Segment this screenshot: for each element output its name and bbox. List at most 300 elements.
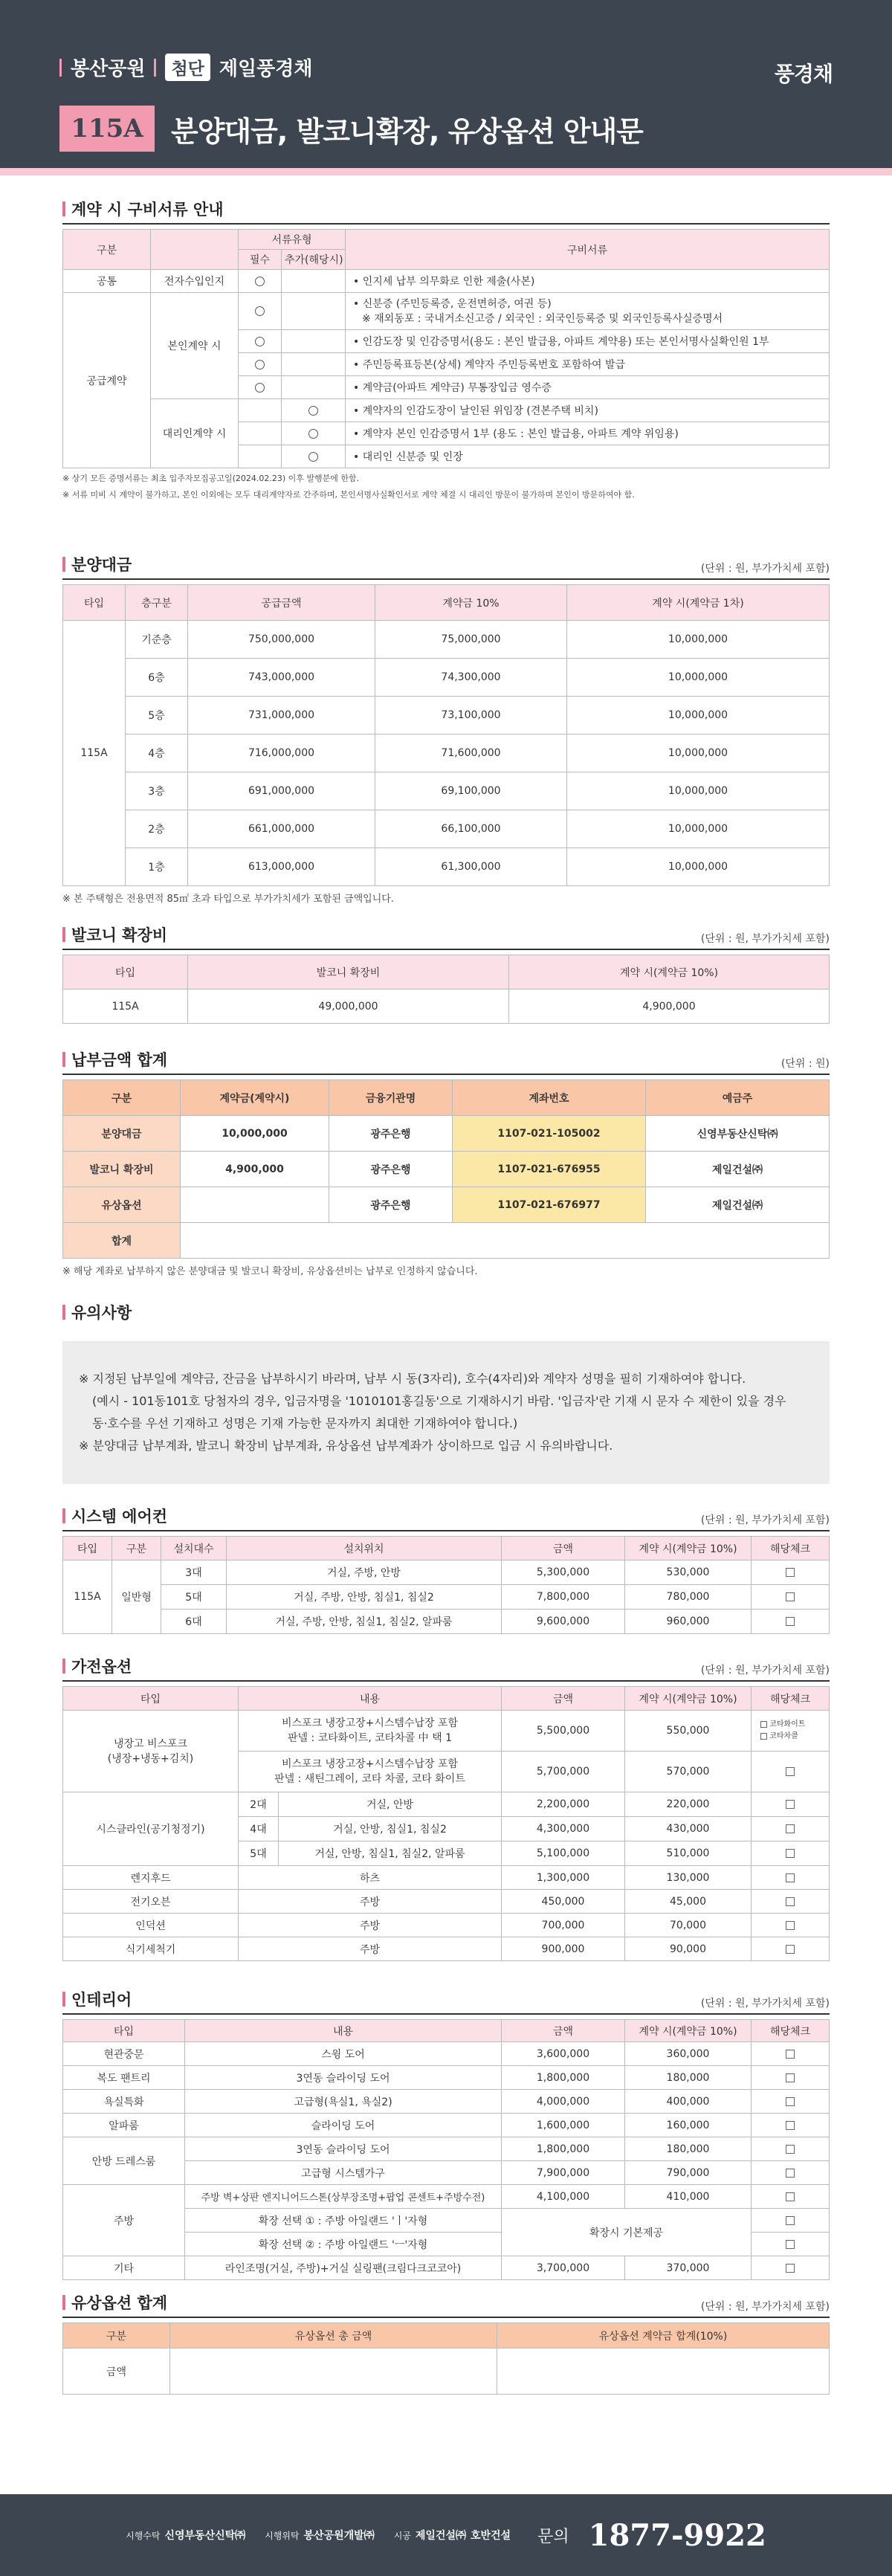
price-floor: 2층 <box>126 810 188 848</box>
payment-note: ※ 해당 계좌로 납부하지 않은 분양대금 및 발코니 확장비, 유상옵션비는 납부로 인정하지 않습니다. <box>62 1266 478 1277</box>
price-deposit: 73,100,000 <box>375 697 567 735</box>
price-first: 10,000,000 <box>567 848 830 886</box>
option-total-table <box>62 2322 830 2395</box>
price-supply: 613,000,000 <box>188 848 375 886</box>
air-count: 3대 <box>161 1560 227 1585</box>
page-title: 분양대금, 발코니확장, 유상옵션 안내문 <box>171 114 643 148</box>
price-h-floor: 층구분 <box>126 585 188 621</box>
int-content: 고급형(욕실1, 욕실2) <box>185 2090 502 2114</box>
int-content: 고급형 시스템가구 <box>185 2161 502 2185</box>
other-price: 700,000 <box>502 1914 625 1937</box>
appliance-title: 가전옵션 <box>62 1655 132 1680</box>
clean-label: 시스클라인(공기청정기) <box>63 1792 239 1866</box>
docs-text: • 인지세 납부 의무화로 인한 제출(사본) <box>346 270 830 293</box>
other-deposit: 70,000 <box>625 1914 752 1937</box>
caution-title: 유의사항 <box>62 1301 132 1326</box>
check-box[interactable] <box>760 1721 767 1728</box>
air-deposit: 530,000 <box>625 1560 752 1585</box>
check-box[interactable] <box>786 1592 795 1601</box>
interior-head <box>62 1992 830 2015</box>
air-count: 5대 <box>161 1585 227 1610</box>
required-mark <box>255 337 265 346</box>
price-supply: 661,000,000 <box>188 810 375 848</box>
docs-sub: 본인계약 시 <box>151 293 239 399</box>
caution-line: 동·호수를 우선 기재하고 성명은 기재 가능한 문자까지 최대한 기재하여야 합니다.) <box>92 1416 518 1430</box>
check-box[interactable] <box>786 2121 795 2130</box>
pay-account: 1107-021-676955 <box>453 1152 646 1187</box>
price-h-deposit: 계약금 10% <box>375 585 567 621</box>
fridge-deposit: 570,000 <box>625 1752 752 1792</box>
docs-h-gubun: 구분 <box>63 230 151 270</box>
docs-note: ※ 서류 미비 시 계약이 불가하고, 본인 이외에는 모두 대리계약자로 간주하며, 본인서명사실확인서로 계약 체결 시 대리인 방문이 불가하며 본인이 방문하여야 함. <box>62 490 635 500</box>
footer-company <box>126 2528 245 2543</box>
required-mark <box>255 277 265 286</box>
air-location: 거실, 주방, 안방, 침실1, 침실2 <box>227 1585 502 1610</box>
fridge-opt: 코타차콜 <box>769 1732 798 1740</box>
air-h-price: 금액 <box>502 1537 625 1560</box>
option-total-unit: (단위 : 원, 부가가치세 포함) <box>700 2301 830 2313</box>
header <box>0 0 892 168</box>
app-h-price: 금액 <box>502 1687 625 1711</box>
check-box[interactable] <box>786 1800 795 1809</box>
clean-deposit: 430,000 <box>625 1817 752 1841</box>
air-h-kind: 구분 <box>112 1537 161 1560</box>
docs-text: • 계약자의 인감도장이 날인된 위임장 (견본주택 비치) <box>346 399 830 422</box>
pay-total <box>181 1223 830 1259</box>
footer-role: 시행수탁 <box>126 2530 161 2541</box>
app-h-check: 해당체크 <box>752 1687 830 1711</box>
fridge-label-sub: (냉장+냉동+김치) <box>107 1752 194 1765</box>
clean-price: 4,300,000 <box>502 1817 625 1841</box>
int-deposit: 400,000 <box>625 2090 752 2114</box>
price-first: 10,000,000 <box>567 810 830 848</box>
footer-tel-label: 문의 <box>537 2527 569 2546</box>
appliance-section <box>62 1659 830 1961</box>
pay-h-account: 계좌번호 <box>453 1080 646 1116</box>
air-h-location: 설치위치 <box>227 1537 502 1560</box>
payment-section <box>62 1053 830 1277</box>
docs-table <box>62 229 830 468</box>
app-h-type: 타입 <box>63 1687 239 1711</box>
price-floor: 4층 <box>126 735 188 772</box>
air-location: 거실, 주방, 안방 <box>227 1560 502 1585</box>
docs-sub: 대리인계약 시 <box>151 399 239 468</box>
check-box[interactable] <box>786 2050 795 2059</box>
price-floor: 1층 <box>126 848 188 886</box>
price-deposit: 71,600,000 <box>375 735 567 772</box>
check-box[interactable] <box>786 1945 795 1954</box>
type-box: 115A <box>59 106 155 152</box>
price-first: 10,000,000 <box>567 621 830 659</box>
int-content: 라인조명(거실, 주방)+거실 실링팬(크림다크코코아) <box>185 2256 502 2280</box>
int-price: 1,800,000 <box>502 2066 625 2090</box>
docs-h-docs: 구비서류 <box>346 230 830 270</box>
kitchen-opt: 확장 선택 ① : 주방 아일랜드 'ㅣ'자형 <box>185 2209 502 2233</box>
other-content: 하츠 <box>239 1866 502 1890</box>
price-head <box>62 558 830 580</box>
clean-count: 5대 <box>239 1841 279 1866</box>
interior-section <box>62 1992 830 2280</box>
pay-amount: 4,900,000 <box>181 1152 329 1187</box>
brand-row <box>59 54 313 81</box>
int-deposit: 370,000 <box>625 2256 752 2280</box>
other-content: 주방 <box>239 1890 502 1914</box>
caution-section <box>62 1304 830 1484</box>
docs-h-required: 필수 <box>239 250 282 270</box>
brand-place: 봉산공원 <box>71 58 146 80</box>
balcony-type: 115A <box>63 990 188 1024</box>
footer-role: 시행위탁 <box>265 2530 300 2541</box>
clean-price: 2,200,000 <box>502 1792 625 1817</box>
docs-title: 계약 시 구비서류 안내 <box>62 198 224 223</box>
footer-company-name: 제일건설㈜ <box>415 2530 466 2542</box>
aircon-head <box>62 1509 830 1531</box>
int-content: 3연동 슬라이딩 도어 <box>185 2137 502 2161</box>
fridge-price: 5,700,000 <box>502 1752 625 1792</box>
price-floor: 3층 <box>126 772 188 810</box>
pay-bank: 광주은행 <box>329 1187 453 1223</box>
air-h-deposit: 계약 시(계약금 10%) <box>625 1537 752 1560</box>
int-deposit: 180,000 <box>625 2137 752 2161</box>
other-name: 렌지후드 <box>63 1866 239 1890</box>
int-price: 1,800,000 <box>502 2137 625 2161</box>
clean-deposit: 220,000 <box>625 1792 752 1817</box>
interior-title: 인테리어 <box>62 1988 132 2013</box>
docs-text: • 계약금(아파트 계약금) 무통장입금 영수증 <box>346 376 830 399</box>
int-price: 1,600,000 <box>502 2114 625 2137</box>
int-name: 현관중문 <box>63 2042 185 2066</box>
pay-account: 1107-021-105002 <box>453 1116 646 1152</box>
docs-text: • 신분증 (주민등록증, 운전면허증, 여권 등) <box>353 297 552 310</box>
fridge-deposit: 550,000 <box>625 1711 752 1752</box>
check-box[interactable] <box>786 2216 795 2225</box>
price-type: 115A <box>63 621 126 886</box>
check-box[interactable] <box>786 2192 795 2201</box>
clean-count: 2대 <box>239 1792 279 1817</box>
other-name: 인덕션 <box>63 1914 239 1937</box>
ot-total-value[interactable] <box>170 2349 497 2395</box>
balcony-unit: (단위 : 원, 부가가치세 포함) <box>700 933 830 945</box>
check-box[interactable] <box>786 2169 795 2178</box>
fridge-line: 비스포크 냉장고장+시스템수납장 포함 <box>281 1717 458 1729</box>
appliance-table <box>62 1686 830 1961</box>
app-h-deposit: 계약 시(계약금 10%) <box>625 1687 752 1711</box>
check-box[interactable] <box>786 2264 795 2273</box>
balcony-h-deposit: 계약 시(계약금 10%) <box>509 955 830 990</box>
balcony-title: 발코니 확장비 <box>62 923 167 949</box>
other-deposit: 45,000 <box>625 1890 752 1914</box>
air-type: 115A <box>63 1560 112 1634</box>
payment-title: 납부금액 합계 <box>62 1048 167 1074</box>
int-name: 욕실특화 <box>63 2090 185 2114</box>
pay-label: 분양대금 <box>63 1116 181 1152</box>
caution-line: (예시 - 101동101호 당첨자의 경우, 입금자명을 '1010101홍길동'으로 기재하시기 바람. '입금자'란 기재 시 문자 수 제한이 있을 경우 <box>92 1394 786 1408</box>
footer-company-name: 신영부동산신탁㈜ <box>164 2530 246 2542</box>
price-deposit: 66,100,000 <box>375 810 567 848</box>
other-content: 주방 <box>239 1937 502 1961</box>
required-mark <box>255 383 265 393</box>
pay-holder: 신영부동산신탁㈜ <box>646 1116 830 1152</box>
int-deposit: 180,000 <box>625 2066 752 2090</box>
air-deposit: 780,000 <box>625 1585 752 1610</box>
check-box[interactable] <box>786 2240 795 2249</box>
air-price: 9,600,000 <box>502 1610 625 1634</box>
option-total-title: 유상옵션 합계 <box>62 2291 167 2317</box>
check-box[interactable] <box>786 2097 795 2106</box>
payment-table <box>62 1079 830 1259</box>
docs-text-note: ※ 재외동포 : 국내거소신고증 / 외국인 : 외국인등록증 및 외국인등록사실증명서 <box>362 312 723 325</box>
price-supply: 743,000,000 <box>188 659 375 697</box>
ot-deposit-value[interactable] <box>497 2349 830 2395</box>
docs-sub: 전자수입인지 <box>151 270 239 293</box>
int-price: 3,700,000 <box>502 2256 625 2280</box>
brand-bar <box>59 59 62 77</box>
pay-holder: 제일건설㈜ <box>646 1187 830 1223</box>
brand-tag: 첨단 <box>165 54 210 81</box>
int-h-deposit: 계약 시(계약금 10%) <box>625 2020 752 2042</box>
clean-loc: 거실, 안방 <box>279 1792 502 1817</box>
logo <box>775 58 833 88</box>
docs-text: • 인감도장 및 인감증명서(용도 : 본인 발급용, 아파트 계약용) 또는 본인서명사실확인원 1부 <box>346 330 830 353</box>
balcony-section <box>62 928 830 1024</box>
pay-h-amount: 계약금(계약시) <box>181 1080 329 1116</box>
docs-h-gubun2 <box>151 230 239 270</box>
air-kind: 일반형 <box>112 1560 161 1634</box>
aircon-unit: (단위 : 원, 부가가치세 포함) <box>700 1514 830 1526</box>
ot-h-deposit: 유상옵션 계약금 합계(10%) <box>497 2323 830 2349</box>
payment-unit: (단위 : 원) <box>780 1058 830 1070</box>
docs-h-additional: 추가(해당시) <box>282 250 346 270</box>
additional-mark <box>308 452 318 462</box>
brand-name: 제일풍경채 <box>219 58 313 80</box>
appliance-head <box>62 1659 830 1682</box>
int-price: 4,000,000 <box>502 2090 625 2114</box>
int-h-type: 타입 <box>63 2020 185 2042</box>
air-h-type: 타입 <box>63 1537 112 1560</box>
check-box[interactable] <box>786 1849 795 1858</box>
other-price: 900,000 <box>502 1937 625 1961</box>
appliance-unit: (단위 : 원, 부가가치세 포함) <box>700 1665 830 1676</box>
air-price: 5,300,000 <box>502 1560 625 1585</box>
check-box[interactable] <box>786 2073 795 2082</box>
price-deposit: 61,300,000 <box>375 848 567 886</box>
required-mark <box>255 360 265 369</box>
pay-account: 1107-021-676977 <box>453 1187 646 1223</box>
fridge-label: 냉장고 비스포크 <box>113 1737 188 1750</box>
price-unit: (단위 : 원, 부가가치세 포함) <box>700 563 830 575</box>
ot-row-label: 금액 <box>63 2349 170 2395</box>
int-name: 기타 <box>63 2256 185 2280</box>
footer-company-name: 봉산공원개발㈜ <box>303 2530 375 2542</box>
app-h-content: 내용 <box>239 1687 502 1711</box>
required-mark <box>255 306 265 316</box>
aircon-title: 시스템 에어컨 <box>62 1505 167 1530</box>
balcony-cost: 49,000,000 <box>188 990 509 1024</box>
pay-amount <box>181 1187 329 1223</box>
int-content: 슬라이딩 도어 <box>185 2114 502 2137</box>
footer-tel[interactable]: 1877-9922 <box>588 2517 766 2553</box>
other-deposit: 130,000 <box>625 1866 752 1890</box>
pay-h-gubun: 구분 <box>63 1080 181 1116</box>
other-price: 450,000 <box>502 1890 625 1914</box>
pay-h-bank: 금융기관명 <box>329 1080 453 1116</box>
int-content: 스윙 도어 <box>185 2042 502 2066</box>
fridge-line: 판넬 : 새틴그레이, 코타 차콜, 코타 화이트 <box>274 1773 465 1785</box>
air-count: 6대 <box>161 1610 227 1634</box>
air-deposit: 960,000 <box>625 1610 752 1634</box>
pay-bank: 광주은행 <box>329 1116 453 1152</box>
aircon-table <box>62 1536 830 1634</box>
other-name: 식기세척기 <box>63 1937 239 1961</box>
pay-label: 발코니 확장비 <box>63 1152 181 1187</box>
docs-head <box>62 202 830 225</box>
int-deposit: 410,000 <box>625 2185 752 2209</box>
docs-h-type: 서류유형 <box>239 230 346 250</box>
int-name: 알파룸 <box>63 2114 185 2137</box>
logo-text: 풍경채 <box>774 62 833 86</box>
check-box[interactable] <box>786 1921 795 1930</box>
other-content: 주방 <box>239 1914 502 1937</box>
pay-label: 합계 <box>63 1223 181 1259</box>
docs-text: • 주민등록표등본(상세) 계약자 주민등록번호 포함하여 발급 <box>346 353 830 376</box>
price-note: ※ 본 주택형은 전용면적 85㎡ 초과 타입으로 부가가치세가 포함된 금액입니다. <box>62 894 394 905</box>
balcony-head <box>62 928 830 950</box>
docs-text: • 대리인 신분증 및 인장 <box>346 445 830 468</box>
air-price: 7,800,000 <box>502 1585 625 1610</box>
clean-loc: 거실, 안방, 침실1, 침실2 <box>279 1817 502 1841</box>
pay-bank: 광주은행 <box>329 1152 453 1187</box>
int-price: 4,100,000 <box>502 2185 625 2209</box>
int-name: 복도 팬트리 <box>63 2066 185 2090</box>
check-box[interactable] <box>786 1897 795 1906</box>
price-first: 10,000,000 <box>567 659 830 697</box>
kitchen-opt: 확장 선택 ② : 주방 아일랜드 'ㅡ'자형 <box>185 2233 502 2256</box>
price-deposit: 74,300,000 <box>375 659 567 697</box>
pink-strip <box>0 168 892 175</box>
interior-table <box>62 2019 830 2280</box>
price-supply: 716,000,000 <box>188 735 375 772</box>
docs-cat: 공통 <box>63 270 151 293</box>
balcony-table <box>62 955 830 1024</box>
kitchen-label: 주방 <box>63 2185 185 2256</box>
title-row <box>59 106 643 152</box>
int-deposit: 160,000 <box>625 2114 752 2137</box>
price-supply: 691,000,000 <box>188 772 375 810</box>
check-box[interactable] <box>786 1617 795 1626</box>
price-table <box>62 584 830 886</box>
price-h-supply: 공급금액 <box>188 585 375 621</box>
kitchen-note: 확장시 기본제공 <box>502 2209 752 2256</box>
air-location: 거실, 주방, 안방, 침실1, 침실2, 알파룸 <box>227 1610 502 1634</box>
dress-label: 안방 드레스룸 <box>63 2137 185 2185</box>
price-section <box>62 558 830 905</box>
pay-h-holder: 예금주 <box>646 1080 830 1116</box>
price-first: 10,000,000 <box>567 735 830 772</box>
clean-deposit: 510,000 <box>625 1841 752 1866</box>
ot-h-gubun: 구분 <box>63 2323 170 2349</box>
clean-loc: 거실, 안방, 침실1, 침실2, 알파룸 <box>279 1841 502 1866</box>
docs-cat: 공급계약 <box>63 293 151 468</box>
aircon-section <box>62 1509 830 1634</box>
int-h-content: 내용 <box>185 2020 502 2042</box>
docs-section <box>62 202 830 501</box>
other-price: 1,300,000 <box>502 1866 625 1890</box>
footer-role: 시공 <box>393 2530 411 2541</box>
balcony-deposit: 4,900,000 <box>509 990 830 1024</box>
check-box[interactable] <box>786 2145 795 2154</box>
caution-box <box>62 1341 830 1484</box>
balcony-h-type: 타입 <box>63 955 188 990</box>
fridge-price: 5,500,000 <box>502 1711 625 1752</box>
pay-holder: 제일건설㈜ <box>646 1152 830 1187</box>
payment-head <box>62 1053 830 1075</box>
fridge-line: 판넬 : 코타화이트, 코타차콜 中 택 1 <box>287 1732 453 1744</box>
other-deposit: 90,000 <box>625 1937 752 1961</box>
fridge-line: 비스포크 냉장고장+시스템수납장 포함 <box>281 1758 458 1770</box>
other-name: 전기오븐 <box>63 1890 239 1914</box>
check-box[interactable] <box>786 1824 795 1833</box>
option-total-section <box>62 2296 830 2395</box>
air-h-check: 해당체크 <box>752 1537 830 1560</box>
check-box[interactable] <box>760 1733 767 1740</box>
ot-h-total: 유상옵션 총 금액 <box>170 2323 497 2349</box>
price-h-type: 타입 <box>63 585 126 621</box>
pay-label: 유상옵션 <box>63 1187 181 1223</box>
int-content: 주방 벽+상판 엔지니어드스톤(상부장조명+팝업 콘센트+주방수전) <box>185 2185 502 2209</box>
fridge-opt: 코타화이트 <box>769 1720 806 1728</box>
price-supply: 750,000,000 <box>188 621 375 659</box>
footer-company <box>394 2528 511 2543</box>
int-deposit: 790,000 <box>625 2161 752 2185</box>
additional-mark <box>308 429 318 439</box>
int-h-check: 해당체크 <box>752 2020 830 2042</box>
brand-bar <box>154 59 156 77</box>
price-deposit: 75,000,000 <box>375 621 567 659</box>
int-deposit: 360,000 <box>625 2042 752 2066</box>
footer-company <box>265 2528 375 2543</box>
caution-line: ※ 지정된 납부일에 계약금, 잔금을 납부하시기 바라며, 납부 시 동(3자리), 호수(4자리)와 계약자 성명을 필히 기재하여야 합니다. <box>79 1372 746 1386</box>
balcony-h-cost: 발코니 확장비 <box>188 955 509 990</box>
footer-company-name: 호반건설 <box>470 2530 511 2542</box>
price-supply: 731,000,000 <box>188 697 375 735</box>
caution-line: ※ 분양대금 납부계좌, 발코니 확장비 납부계좌, 유상옵션 납부계좌가 상이하므로 입금 시 유의바랍니다. <box>79 1439 613 1453</box>
air-h-count: 설치대수 <box>161 1537 227 1560</box>
docs-note: ※ 상기 모든 증명서류는 최초 입주자모집공고일(2024.02.23) 이후 발행분에 한함. <box>62 474 360 483</box>
check-box[interactable] <box>786 1873 795 1882</box>
check-box[interactable] <box>786 1767 795 1776</box>
check-box[interactable] <box>786 1568 795 1577</box>
int-price: 7,900,000 <box>502 2161 625 2185</box>
int-h-price: 금액 <box>502 2020 625 2042</box>
option-total-head <box>62 2296 830 2318</box>
price-floor: 5층 <box>126 697 188 735</box>
interior-unit: (단위 : 원, 부가가치세 포함) <box>700 1998 830 2010</box>
price-h-first: 계약 시(계약금 1차) <box>567 585 830 621</box>
price-first: 10,000,000 <box>567 697 830 735</box>
price-floor: 기준층 <box>126 621 188 659</box>
price-deposit: 69,100,000 <box>375 772 567 810</box>
additional-mark <box>308 406 318 416</box>
price-floor: 6층 <box>126 659 188 697</box>
clean-count: 4대 <box>239 1817 279 1841</box>
price-title: 분양대금 <box>62 553 132 578</box>
int-content: 3연동 슬라이딩 도어 <box>185 2066 502 2090</box>
caution-head <box>62 1304 830 1326</box>
footer <box>0 2494 892 2576</box>
clean-price: 5,100,000 <box>502 1841 625 1866</box>
docs-text: • 계약자 본인 인감증명서 1부 (용도 : 본인 발급용, 아파트 계약 위임용) <box>346 422 830 445</box>
int-price: 3,600,000 <box>502 2042 625 2066</box>
